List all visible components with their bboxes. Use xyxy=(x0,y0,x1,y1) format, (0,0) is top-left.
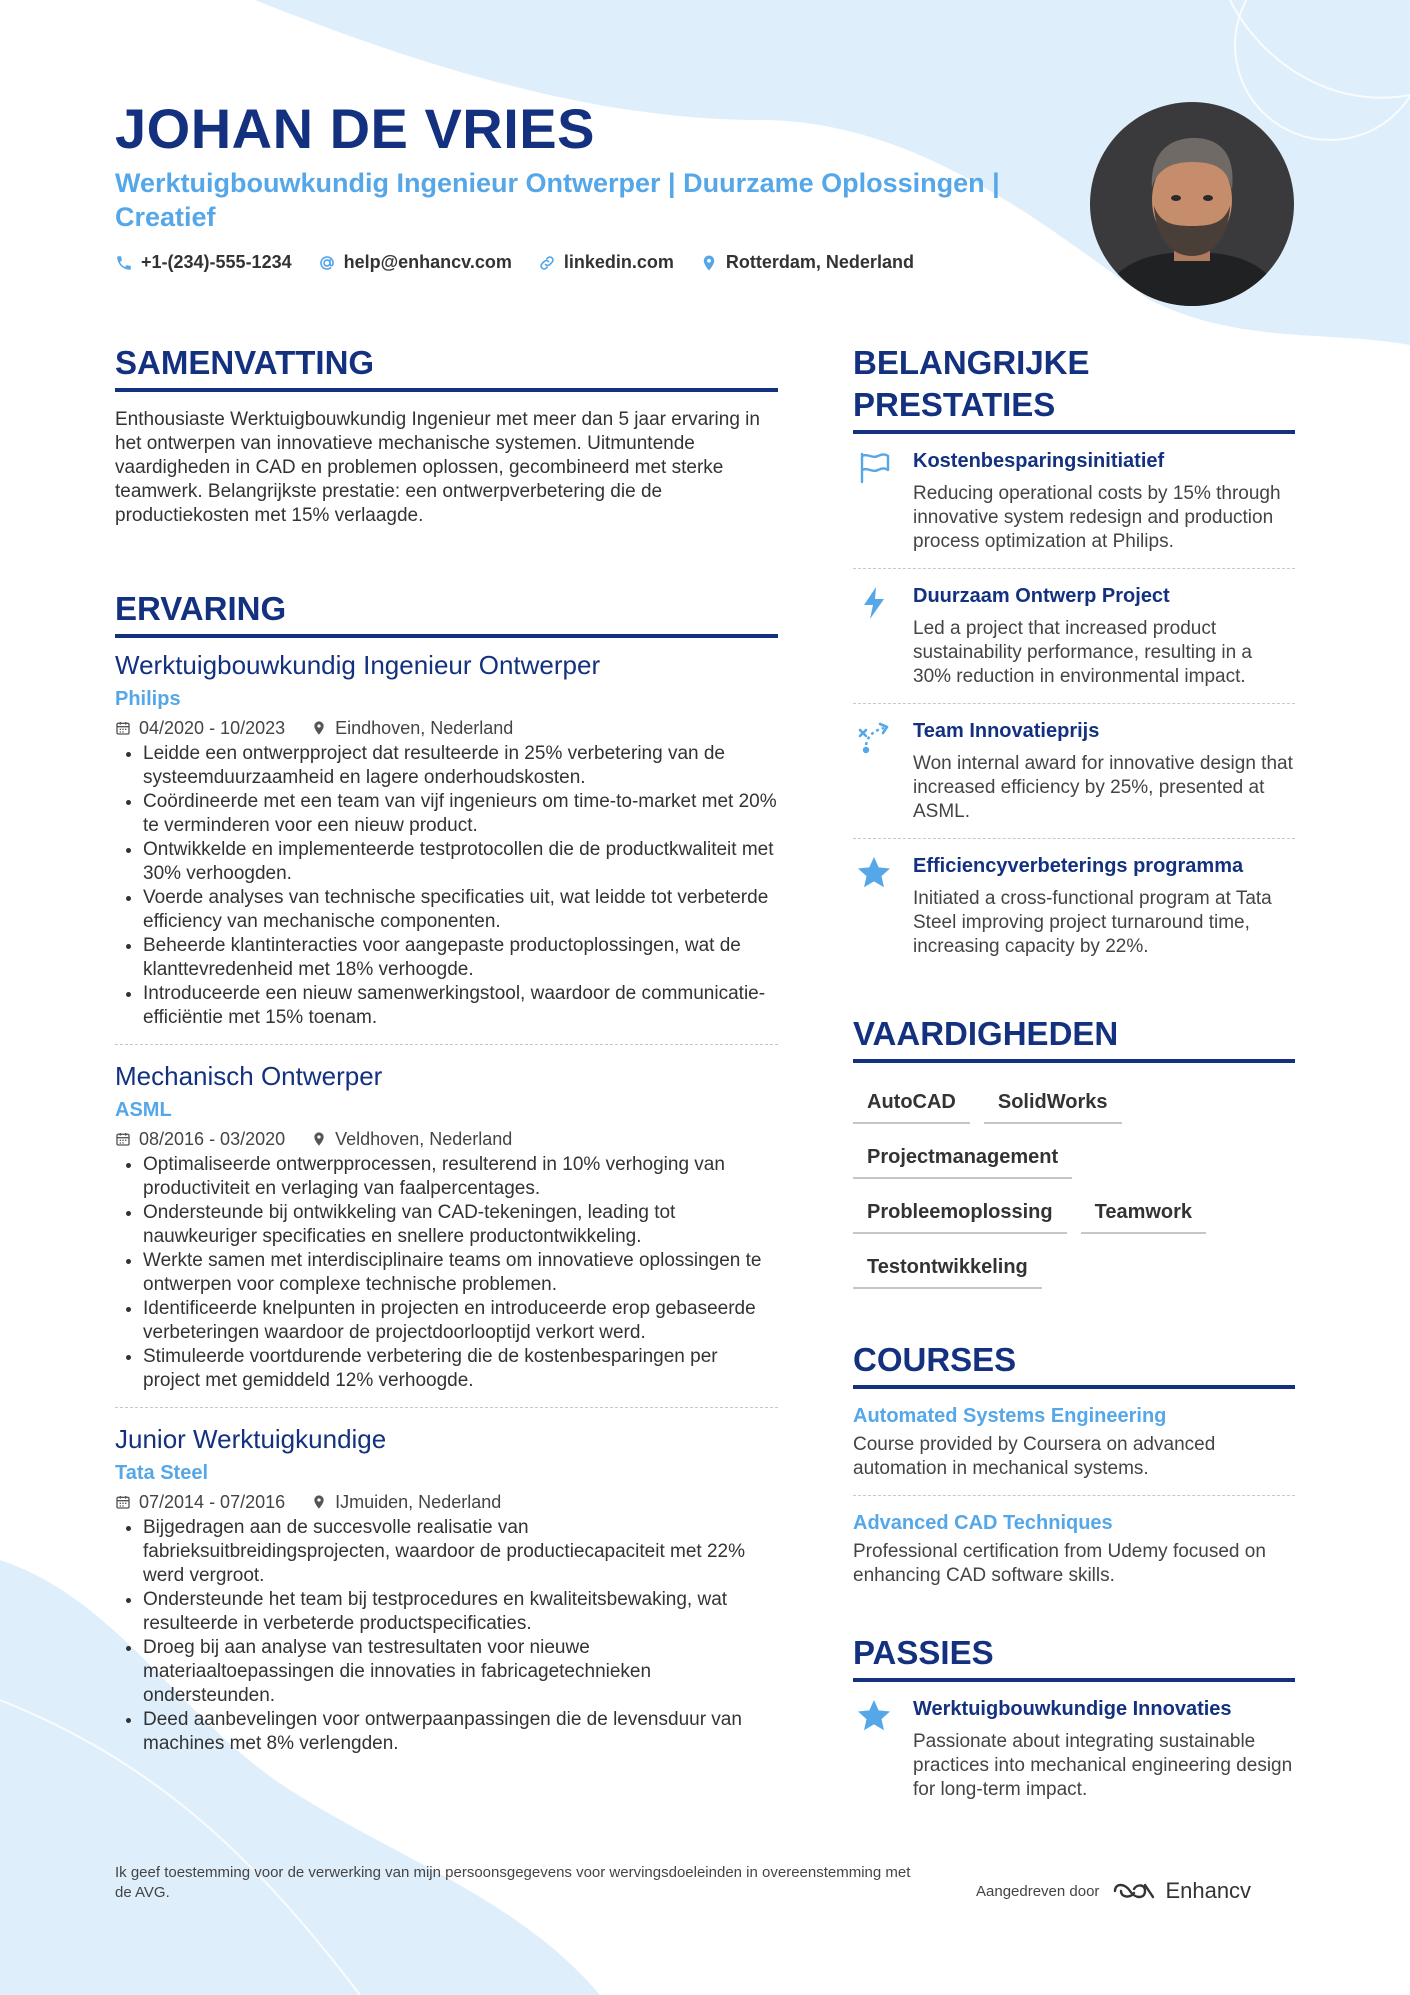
email-text: help@enhancv.com xyxy=(343,252,512,272)
job-meta xyxy=(115,1490,778,1514)
brand-name: Enhancv xyxy=(1165,1878,1252,1903)
bullet-item: • Werkte samen met interdisciplinaire teams om innovatieve oplossingen te ontwerpen voor complexe technische problemen. xyxy=(143,1249,778,1297)
bullet-item: • Ondersteunde het team bij testprocedures en kwaliteitsbewaking, wat resulteerde in verbeterde productspecificaties. xyxy=(143,1588,778,1636)
achievement-description: Initiated a cross-functional program at Tata Steel improving project turnaround time, increasing capacity by 22%. xyxy=(913,888,1272,957)
job-location: Veldhoven, Nederland xyxy=(335,1129,513,1149)
job-bullets xyxy=(115,1153,778,1393)
location-pin-icon xyxy=(311,1494,327,1510)
job-entry xyxy=(115,1044,778,1407)
lightning-icon xyxy=(856,585,892,621)
calendar-icon xyxy=(115,1131,131,1147)
bullet-item: • Bijgedragen aan de succesvolle realisatie van fabrieksuitbreidingsprojecten, waardoor de productiecapaciteit met 22% werd vergroot. xyxy=(143,1516,778,1588)
job-meta xyxy=(115,716,778,740)
candidate-name: JOHAN DE VRIES xyxy=(115,97,595,160)
courses-heading: COURSES xyxy=(853,1339,1295,1389)
passions-section xyxy=(853,1632,1295,1816)
calendar-icon xyxy=(115,720,131,736)
star-icon xyxy=(856,1698,892,1734)
at-icon xyxy=(318,254,336,272)
location-text: Rotterdam, Nederland xyxy=(725,252,914,272)
star-icon xyxy=(856,855,892,891)
right-column xyxy=(853,342,1295,1816)
job-entry xyxy=(115,1407,778,1770)
skill-tag: Probleemoplossing xyxy=(853,1195,1067,1234)
location-pin-icon xyxy=(311,720,327,736)
bullet-item: • Optimaliseerde ontwerpprocessen, resulterend in 10% verhoging van productiviteit en verlaging van faalpercentages. xyxy=(143,1153,778,1201)
course-description: Professional certification from Udemy focused on enhancing CAD software skills. xyxy=(853,1541,1266,1586)
flag-icon xyxy=(856,450,892,486)
skill-tag: Projectmanagement xyxy=(853,1140,1072,1179)
bullet-item: • Ondersteunde bij ontwikkeling van CAD-tekeningen, leading tot nauwkeuriger specificaties en snellere productontwikkeling. xyxy=(143,1201,778,1249)
course-title: Automated Systems Engineering xyxy=(853,1405,1167,1427)
job-dates: 08/2016 - 03/2020 xyxy=(139,1129,286,1149)
achievement-title: Efficiencyverbeterings programma xyxy=(913,855,1244,877)
achievement-description: Led a project that increased product sustainability performance, resulting in a 30% reduction in environmental impact. xyxy=(913,618,1253,687)
job-title: Junior Werktuigkundige xyxy=(115,1424,387,1454)
bullet-item: • Ontwikkelde en implementeerde testprotocollen die de productkwaliteit met 30% verhoogden. xyxy=(143,838,778,886)
achievement-item xyxy=(853,569,1295,704)
achievement-title: Kostenbesparingsinitiatief xyxy=(913,450,1165,472)
passions-heading: PASSIES xyxy=(853,1632,1295,1682)
linkedin-text: linkedin.com xyxy=(563,252,674,272)
achievements-heading: BELANGRIJKE PRESTATIES xyxy=(853,342,1295,434)
job-dates: 04/2020 - 10/2023 xyxy=(139,718,286,738)
bullet-item: • Stimuleerde voortdurende verbetering die de kostenbesparingen per project met gemiddeld 12% verhoogde. xyxy=(143,1345,778,1393)
job-title: Werktuigbouwkundig Ingenieur Ontwerper xyxy=(115,650,601,680)
location-pin-icon xyxy=(700,254,718,272)
profile-photo xyxy=(1090,102,1294,306)
link-icon xyxy=(538,254,556,272)
company-name: ASML xyxy=(115,1099,172,1121)
job-meta xyxy=(115,1127,778,1151)
course-title: Advanced CAD Techniques xyxy=(853,1512,1113,1534)
skills-section xyxy=(853,1013,1295,1289)
bullet-item: • Coördineerde met een team van vijf ingenieurs om time-to-market met 20% te verminderen voor een nieuw product. xyxy=(143,790,778,838)
powered-by-label: Aangedreven door xyxy=(976,1882,1100,1900)
contact-linkedin[interactable] xyxy=(538,252,674,273)
course-item xyxy=(853,1389,1295,1496)
phone-text: +1-(234)-555-1234 xyxy=(141,252,292,272)
contact-location xyxy=(700,252,914,273)
job-entry xyxy=(115,648,778,1044)
job-dates: 07/2014 - 07/2016 xyxy=(139,1492,286,1512)
job-location: IJmuiden, Nederland xyxy=(335,1492,502,1512)
passion-title: Werktuigbouwkundige Innovaties xyxy=(913,1698,1232,1720)
brand-logo[interactable] xyxy=(1111,1878,1251,1904)
achievement-item xyxy=(853,839,1295,973)
location-pin-icon xyxy=(311,1131,327,1147)
achievements-section xyxy=(853,342,1295,973)
company-name: Tata Steel xyxy=(115,1462,208,1484)
bullet-item: • Deed aanbevelingen voor ontwerpaanpassingen die de levensduur van machines met 8% verlengden. xyxy=(143,1708,778,1756)
experience-section xyxy=(115,588,778,1770)
powered-by xyxy=(976,1878,1251,1904)
skill-tag: SolidWorks xyxy=(984,1085,1122,1124)
contact-bar xyxy=(115,252,914,273)
skills-heading: VAARDIGHEDEN xyxy=(853,1013,1295,1063)
bullet-item: • Leidde een ontwerpproject dat resulteerde in 25% verbetering van de systeemduurzaamheid en lagere onderhoudskosten. xyxy=(143,742,778,790)
contact-email[interactable] xyxy=(318,252,512,273)
bullet-item: • Beheerde klantinteracties voor aangepaste productoplossingen, wat de klanttevredenheid met 18% verhoogde. xyxy=(143,934,778,982)
skill-tag: AutoCAD xyxy=(853,1085,970,1124)
summary-section xyxy=(115,342,778,528)
summary-heading: SAMENVATTING xyxy=(115,342,778,392)
course-description: Course provided by Coursera on advanced automation in mechanical systems. xyxy=(853,1434,1216,1479)
skill-tag: Testontwikkeling xyxy=(853,1250,1042,1289)
phone-icon xyxy=(115,254,133,272)
enhancv-logo-icon xyxy=(1111,1878,1157,1904)
skills-list xyxy=(853,1085,1273,1289)
achievement-title: Duurzaam Ontwerp Project xyxy=(913,585,1170,607)
bullet-item: • Introduceerde een nieuw samenwerkingstool, waardoor de communicatie-efficiëntie met 15% toenam. xyxy=(143,982,778,1030)
experience-heading: ERVARING xyxy=(115,588,778,638)
achievement-item xyxy=(853,434,1295,569)
courses-section xyxy=(853,1339,1295,1602)
achievement-title: Team Innovatieprijs xyxy=(913,720,1100,742)
bullet-item: • Droeg bij aan analyse van testresultaten voor nieuwe materiaaltoepassingen die innovaties in fabricagetechnieken ondersteunden. xyxy=(143,1636,778,1708)
job-bullets xyxy=(115,1516,778,1756)
summary-text: Enthousiaste Werktuigbouwkundig Ingenieur met meer dan 5 jaar ervaring in het ontwerpen van innovatieve mechanische systemen. Uitmuntende vaardigheden in CAD en problemen oplossen, gecombineerd met sterke teamwerk. Belangrijkste prestatie: een ontwerpverbetering die de productiekosten met 15% verlaagde. xyxy=(115,409,760,526)
passion-item xyxy=(853,1682,1295,1816)
job-bullets xyxy=(115,742,778,1030)
bullet-item: • Identificeerde knelpunten in projecten en introduceerde erop gebaseerde verbeteringen waardoor de projectdoorlooptijd verkort werd. xyxy=(143,1297,778,1345)
company-name: Philips xyxy=(115,688,181,710)
calendar-icon xyxy=(115,1494,131,1510)
achievement-item xyxy=(853,704,1295,839)
job-title: Mechanisch Ontwerper xyxy=(115,1061,383,1091)
achievement-description: Won internal award for innovative design that increased efficiency by 25%, presented at ASML. xyxy=(913,753,1293,822)
course-item xyxy=(853,1496,1295,1602)
left-column xyxy=(115,342,778,1770)
passion-description: Passionate about integrating sustainable practices into mechanical engineering design for long-term impact. xyxy=(913,1731,1293,1800)
contact-phone[interactable] xyxy=(115,252,292,273)
strategy-icon xyxy=(856,720,892,756)
achievement-description: Reducing operational costs by 15% through innovative system redesign and production process optimization at Philips. xyxy=(913,483,1281,552)
consent-note: Ik geef toestemming voor de verwerking van mijn persoonsgegevens voor wervingsdoeleinden in overeenstemming met de AVG. xyxy=(115,1864,911,1901)
candidate-title: Werktuigbouwkundig Ingenieur Ontwerper | Duurzame Oplossingen | Creatief xyxy=(115,168,1000,232)
job-location: Eindhoven, Nederland xyxy=(335,718,514,738)
bullet-item: • Voerde analyses van technische specificaties uit, wat leidde tot verbeterde efficiency van mechanische componenten. xyxy=(143,886,778,934)
skill-tag: Teamwork xyxy=(1081,1195,1206,1234)
